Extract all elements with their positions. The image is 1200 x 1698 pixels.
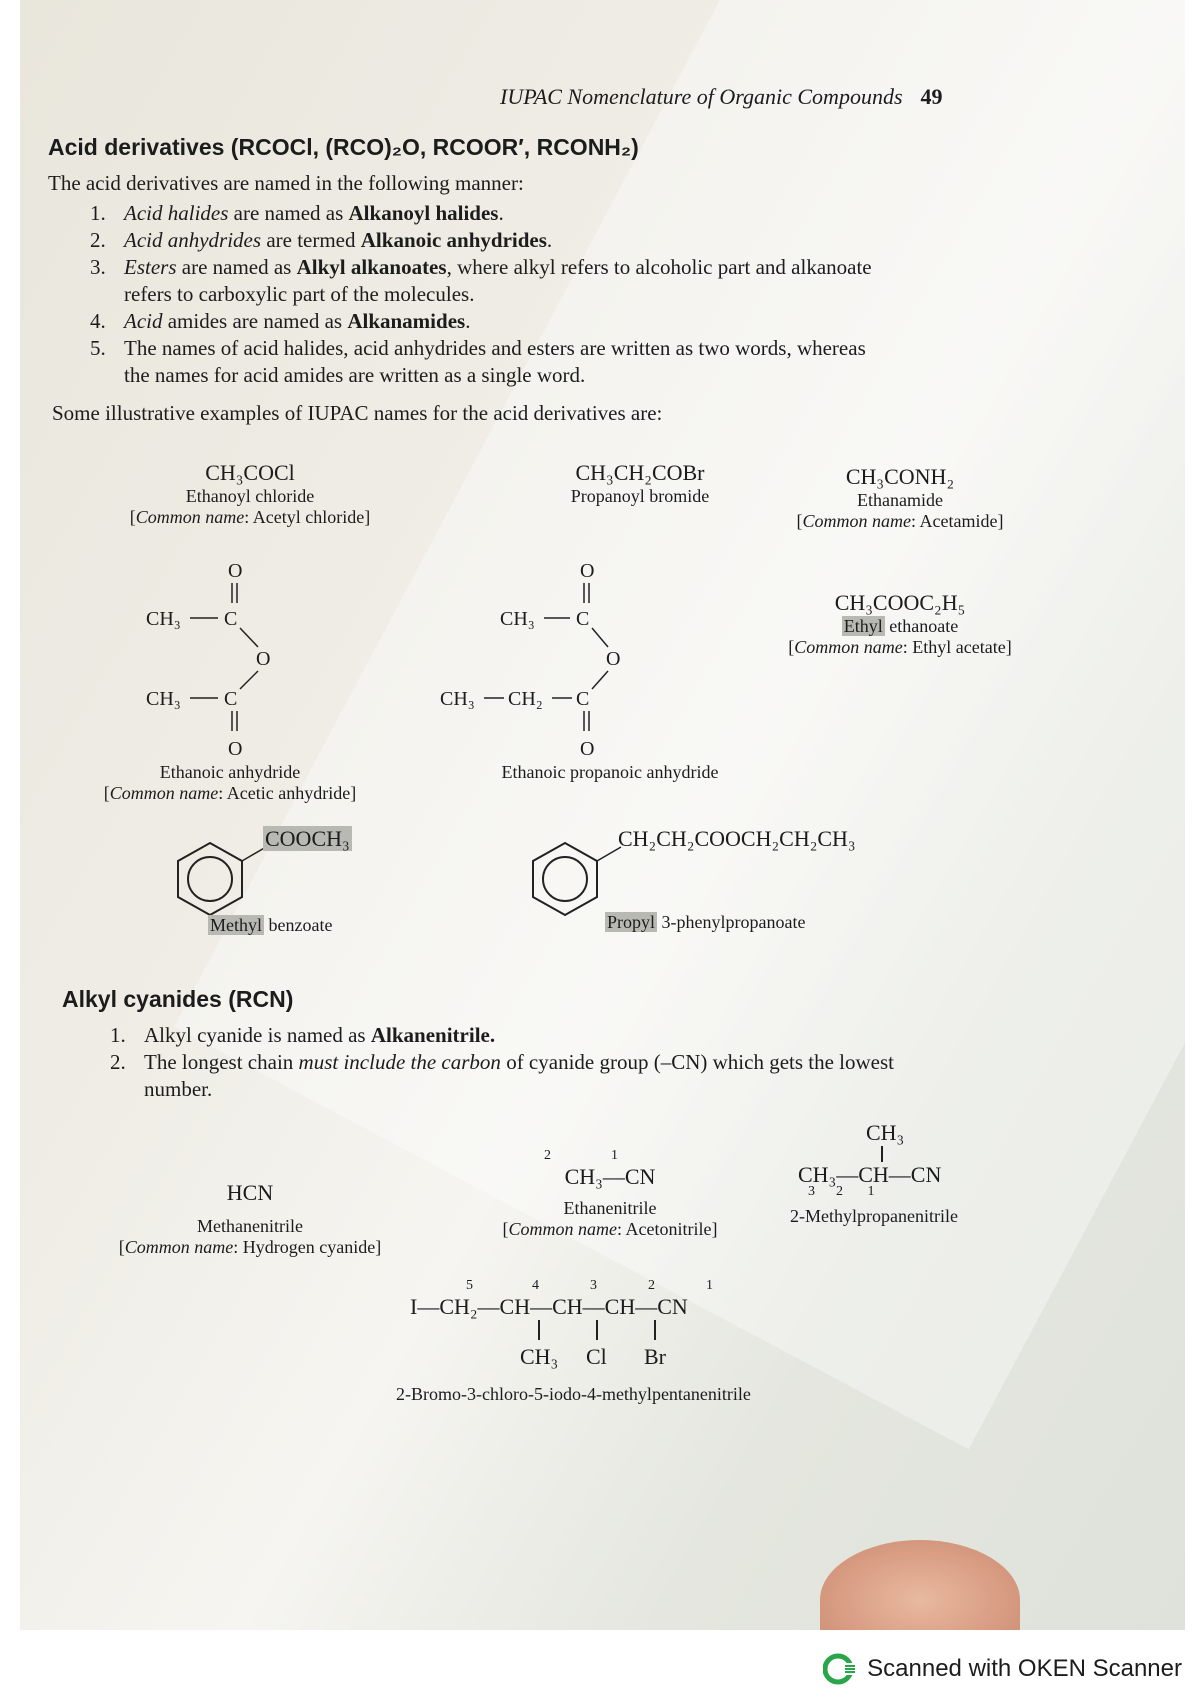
atom-c-top: C <box>576 608 590 630</box>
iupac-name: Ethanoic propanoic anhydride <box>501 762 719 782</box>
formula: I—CH₂—CH—CH—CH—CN <box>410 1294 688 1319</box>
example-acetonitrile <box>460 1148 760 1240</box>
example-propanoyl-bromide <box>520 460 760 507</box>
cyanide-rules-list <box>110 1022 1110 1103</box>
formula: CH₃—CN <box>564 1164 656 1189</box>
acetic-anhydride-structure <box>140 555 340 770</box>
atom-c-top: C <box>224 608 238 630</box>
atom-ch3-bottom: CH₃ <box>146 688 181 710</box>
common-name: [Common name: Acetamide] <box>796 511 1004 531</box>
propyl-ester-name: Propyl 3-phenylpropanoate <box>607 912 806 932</box>
atom-ch3-bottom: CH₃ <box>440 688 475 710</box>
example-acetyl-chloride <box>110 460 390 528</box>
locants: 2 1 <box>544 1148 618 1163</box>
formula: CH₃—CH—CN <box>798 1162 942 1187</box>
iupac-name: 2-Methylpropanenitrile <box>790 1206 958 1226</box>
propyl-ester-substituent: CH₂CH₂COOCH₂CH₂CH₃ <box>618 826 856 851</box>
substituents: CH₃ Cl Br <box>520 1344 666 1369</box>
list-item: 5. The names of acid halides, acid anhydrides and esters are written as two words, whereas the names for acid amides are written as a single word. <box>90 336 866 387</box>
list-item: 2. Acid anhydrides are termed Alkanoic anhydrides. <box>90 228 553 252</box>
common-name: [Common name: Acetonitrile] <box>502 1219 718 1239</box>
acid-derivatives-heading: Acid derivatives (RCOCl, (RCO)₂O, RCOOR′, RCONH₂) <box>48 134 639 160</box>
iupac-name: Ethanoic anhydride <box>159 762 301 782</box>
atom-c-bottom: C <box>224 688 238 710</box>
iupac-name: Ethanamide <box>857 490 943 510</box>
atom-c-bottom: C <box>576 688 590 710</box>
substituent-ch3: CH₃ <box>866 1120 905 1145</box>
page-number: 49 <box>920 84 943 109</box>
list-item: 3. Esters are named as Alkyl alkanoates, where alkyl refers to alcoholic part and alkanoate refers to carboxylic part of the molecules. <box>90 255 872 306</box>
iupac-name: Methanenitrile <box>197 1216 303 1236</box>
header-title: IUPAC Nomenclature of Organic Compounds <box>500 84 903 109</box>
example-methylpropanenitrile <box>790 1120 1030 1227</box>
mixed-anhydride-structure <box>440 555 680 770</box>
atom-ch3-top: CH₃ <box>500 608 535 630</box>
example-ethyl-acetate <box>780 590 1020 658</box>
running-header <box>500 84 943 110</box>
example-complex-nitrile <box>410 1278 770 1370</box>
common-name: [Common name: Ethyl acetate] <box>788 637 1012 657</box>
list-item: 1. Alkyl cyanide is named as Alkanenitrile. <box>110 1023 496 1047</box>
acid-rules-list <box>90 200 1090 389</box>
locants: 5 4 3 2 1 <box>466 1278 713 1293</box>
formula: CH₃CH₂COBr <box>575 460 705 485</box>
locants: 3 2 1 <box>808 1184 875 1199</box>
atom-ch3-top: CH₃ <box>146 608 181 630</box>
iupac-name: Ethyl ethanoate <box>843 616 959 636</box>
atom-o-top: O <box>228 560 243 582</box>
atom-o-bridge: O <box>606 648 621 670</box>
acid-intro: The acid derivatives are named in the following manner: <box>48 171 524 195</box>
atom-ch2: CH₂ <box>508 688 543 710</box>
oken-scanner-logo-icon <box>823 1652 857 1686</box>
list-item: 4. Acid amides are named as Alkanamides. <box>90 309 471 333</box>
footer-text: Scanned with OKEN Scanner <box>867 1655 1182 1682</box>
common-name: [Common name: Acetyl chloride] <box>129 507 371 527</box>
atom-o-top: O <box>580 560 595 582</box>
formula: CH₃CONH₂ <box>845 464 955 489</box>
atom-o-bridge: O <box>256 648 271 670</box>
alkyl-cyanides-heading: Alkyl cyanides (RCN) <box>62 986 294 1012</box>
finger-shadow <box>820 1540 1020 1630</box>
atom-o-bottom: O <box>228 738 243 760</box>
example-acetamide <box>780 464 1020 532</box>
branch-bonds <box>410 1320 770 1344</box>
iupac-name: Ethanenitrile <box>563 1198 657 1218</box>
example-hcn <box>100 1180 400 1258</box>
methyl-benzoate-substituent: COOCH₃ <box>265 826 350 851</box>
example-acetic-anhydride <box>80 762 380 804</box>
example-mixed-anhydride <box>460 762 760 783</box>
common-name: [Common name: Acetic anhydride] <box>103 783 357 803</box>
complex-nitrile-name: 2-Bromo-3-chloro-5-iodo-4-methylpentanenitrile <box>396 1384 751 1404</box>
methyl-benzoate-name: Methyl benzoate <box>210 915 333 935</box>
list-item: 2. The longest chain must include the carbon of cyanide group (–CN) which gets the lowest number. <box>110 1050 895 1101</box>
scanner-watermark <box>823 1652 1182 1686</box>
scanned-page <box>20 0 1185 1630</box>
examples-intro: Some illustrative examples of IUPAC names for the acid derivatives are: <box>52 401 663 425</box>
list-item: 1. Acid halides are named as Alkanoyl halides. <box>90 201 504 225</box>
common-name: [Common name: Hydrogen cyanide] <box>118 1237 382 1257</box>
formula: CH₃COOC₂H₅ <box>834 590 966 615</box>
formula: CH₃COCl <box>205 460 295 485</box>
formula: HCN <box>226 1180 274 1205</box>
iupac-name: Propanoyl bromide <box>570 486 710 506</box>
atom-o-bottom: O <box>580 738 595 760</box>
bond-line <box>881 1146 883 1162</box>
iupac-name: Ethanoyl chloride <box>185 486 315 506</box>
